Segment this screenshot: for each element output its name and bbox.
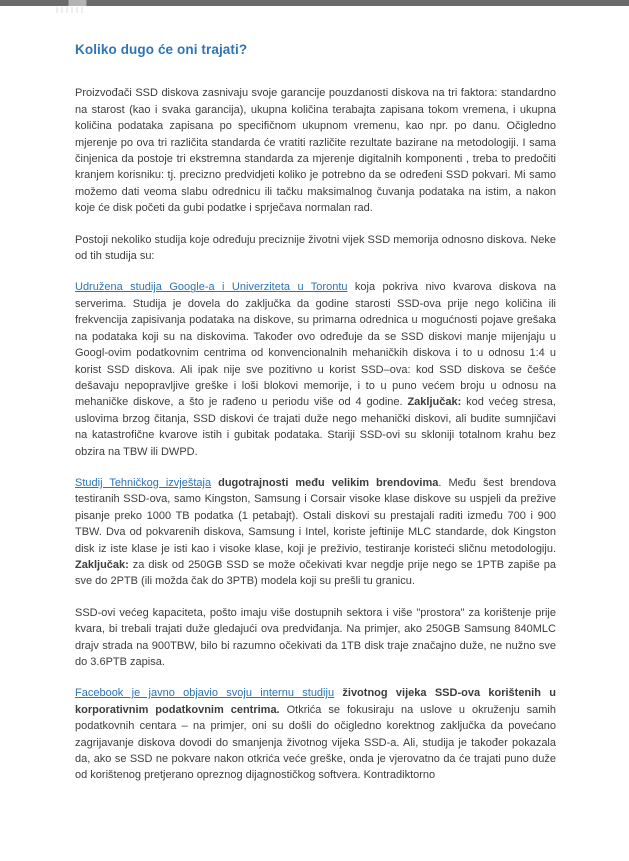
page-title: Koliko dugo će oni trajati? (75, 42, 248, 57)
conclusion-label: Zaključak: (407, 396, 462, 409)
paragraph-text: SSD-ovi većeg kapaciteta, pošto imaju više dostupnih sektora i više "prostora" za korištenje prije kvara, bi trebali trajati duže gledajući ova predviđanja. Na primjer, ako 250GB Samsung 840MLC drajv strada na 900TBW, bilo bi razumno očekivati da 1TB disk traje značajno duže, ne nužno sve do 3.6PTB zapisa. (75, 606, 556, 668)
facebook-study-link[interactable]: Facebook je javno objavio svoju internu studiju (75, 687, 335, 700)
paragraph-text: kod većeg stresa, uslovima brzog čitanja, SSD diskovi će trajati duže nego mehanički diskovi, ali budite sumnjičavi na katastrofične kvarove istih i gubitak podataka. Stariji SSD-ovi su skloniji totalnom krahu bez obzira na TBW ili DWPD. (75, 396, 556, 458)
top-scrollbar-track (0, 0, 629, 6)
paragraph-facebook-study (75, 685, 556, 783)
conclusion-label: Zaključak: (75, 558, 129, 571)
paragraph-text: Proizvođači SSD diskova zasnivaju svoje garancije pouzdanosti diskova na tri faktora: standardno na starost (kao i svaka garancija), ukupna količina terabajta zapisana tokom vremena, i ukupna količina podataka zapisana po specifičnom ukupnom vremenu, kao npr. po danu. Očigledno mjerenje po ova tri različita standarda će vratiti različite rezultate bazirane na metodologiji. I sama činjenica da postoje tri ekstremna standarda za mjerenje digitalnih komponenti , treba to predočiti kranjem korisniku: tj. precizno predvidjeti koliko je potrebno da se određeni SSD pokvari. Mi samo možemo dati veoma slabu odrednicu ili tačku maksimalnog čuvanja podataka na istim, a nakon koje će disk početi da gubi podatke i sprječava normalan rad. (75, 87, 556, 215)
study-subject-bold: životnog vijeka SSD-ova korištenih u korporativnim podatkovnim centrima. (75, 687, 556, 716)
document-page (75, 42, 556, 784)
paragraph-text: Otkrića se fokusiraju na uslove u okruženju samih podatkovnih centara – na primjer, oni su došli do očigledno korektnog zaključka da povećano zagrijavanje diskova dovodi do smanjenja životnog vijeka SSD-a. Ali, studija je također pokazala da, ako se SSD ne pokvare nakon otkrića veće greške, onda je vjerovatno da će trajati puno duže od korištenog pretjerano opreznog dijagnostičkog softvera. Kontradiktorno (75, 703, 556, 782)
ruler-artifact (56, 7, 86, 13)
tech-report-study-link[interactable]: Studij Tehničkog izvještaja (75, 476, 212, 489)
scrollbar-thumb[interactable] (68, 0, 87, 6)
paragraph-tech-report-study (75, 475, 556, 590)
paragraph-capacity (75, 605, 556, 671)
google-toronto-study-link[interactable]: Udružena studija Google-a i Univerziteta u Torontu (75, 281, 348, 294)
study-subject-bold: dugotrajnosti među velikim brendovima (211, 476, 439, 489)
paragraph-text: Postoji nekoliko studija koje određuju preciznije životni vijek SSD memorija odnosno diskova. Neke od tih studija su: (75, 233, 556, 263)
paragraph-text: za disk od 250GB SSD se može očekivati kvar negdje prije nego se 1PTB zapiše pa sve do 2PTB (ili možda čak do 3PTB) modela koji su prešli tu granicu. (75, 558, 556, 588)
paragraph-warranty-factors (75, 85, 556, 216)
paragraph-google-toronto-study (75, 279, 556, 459)
paragraph-text: . Među šest brendova testiranih SSD-ova, samo Kingston, Samsung i Corsair visoke klase diskove su uspjeli da prežive pisanje preko 1000 TB podatka (1 petabajt). Ostali diskovi su prestajali raditi između 700 i 900 TBW. Dva od pokvarenih diskova, Samsung i Intel, koriste jeftinije MLC standarde, dok Kingston disk iz iste klase je isti kao i visoke klase, koji je preživio, testiranje koristeći sličnu metodologiju. (75, 476, 557, 555)
paragraph-studies-intro (75, 232, 556, 265)
paragraph-text: koja pokriva nivo kvarova diskova na serverima. Studija je dovela do zaključka da godine starosti SSD-ova prije nego količina ili frekvencija zapisivanja podataka na diskove, su primarna odrednica u mogućnosti pojave grešaka na podataka koji su na diskovima. Također ovo određuje da se SSD diskovi manje mijenjaju u Googl-ovim podatkovnim centrima od konvencionalnih mehaničkih diskova i to u odnosu 1:4 u korist SSD diskova. Ali ipak nije sve pozitivno u korist SSD–ova: kod SSD diskova se češće dešavaju nepopravljive greške i loši blokovi memorije, i to u puno većem broju u odnosu na mehaničke diskove, a što je rađeno u periodu više od 4 godine. (75, 281, 556, 409)
